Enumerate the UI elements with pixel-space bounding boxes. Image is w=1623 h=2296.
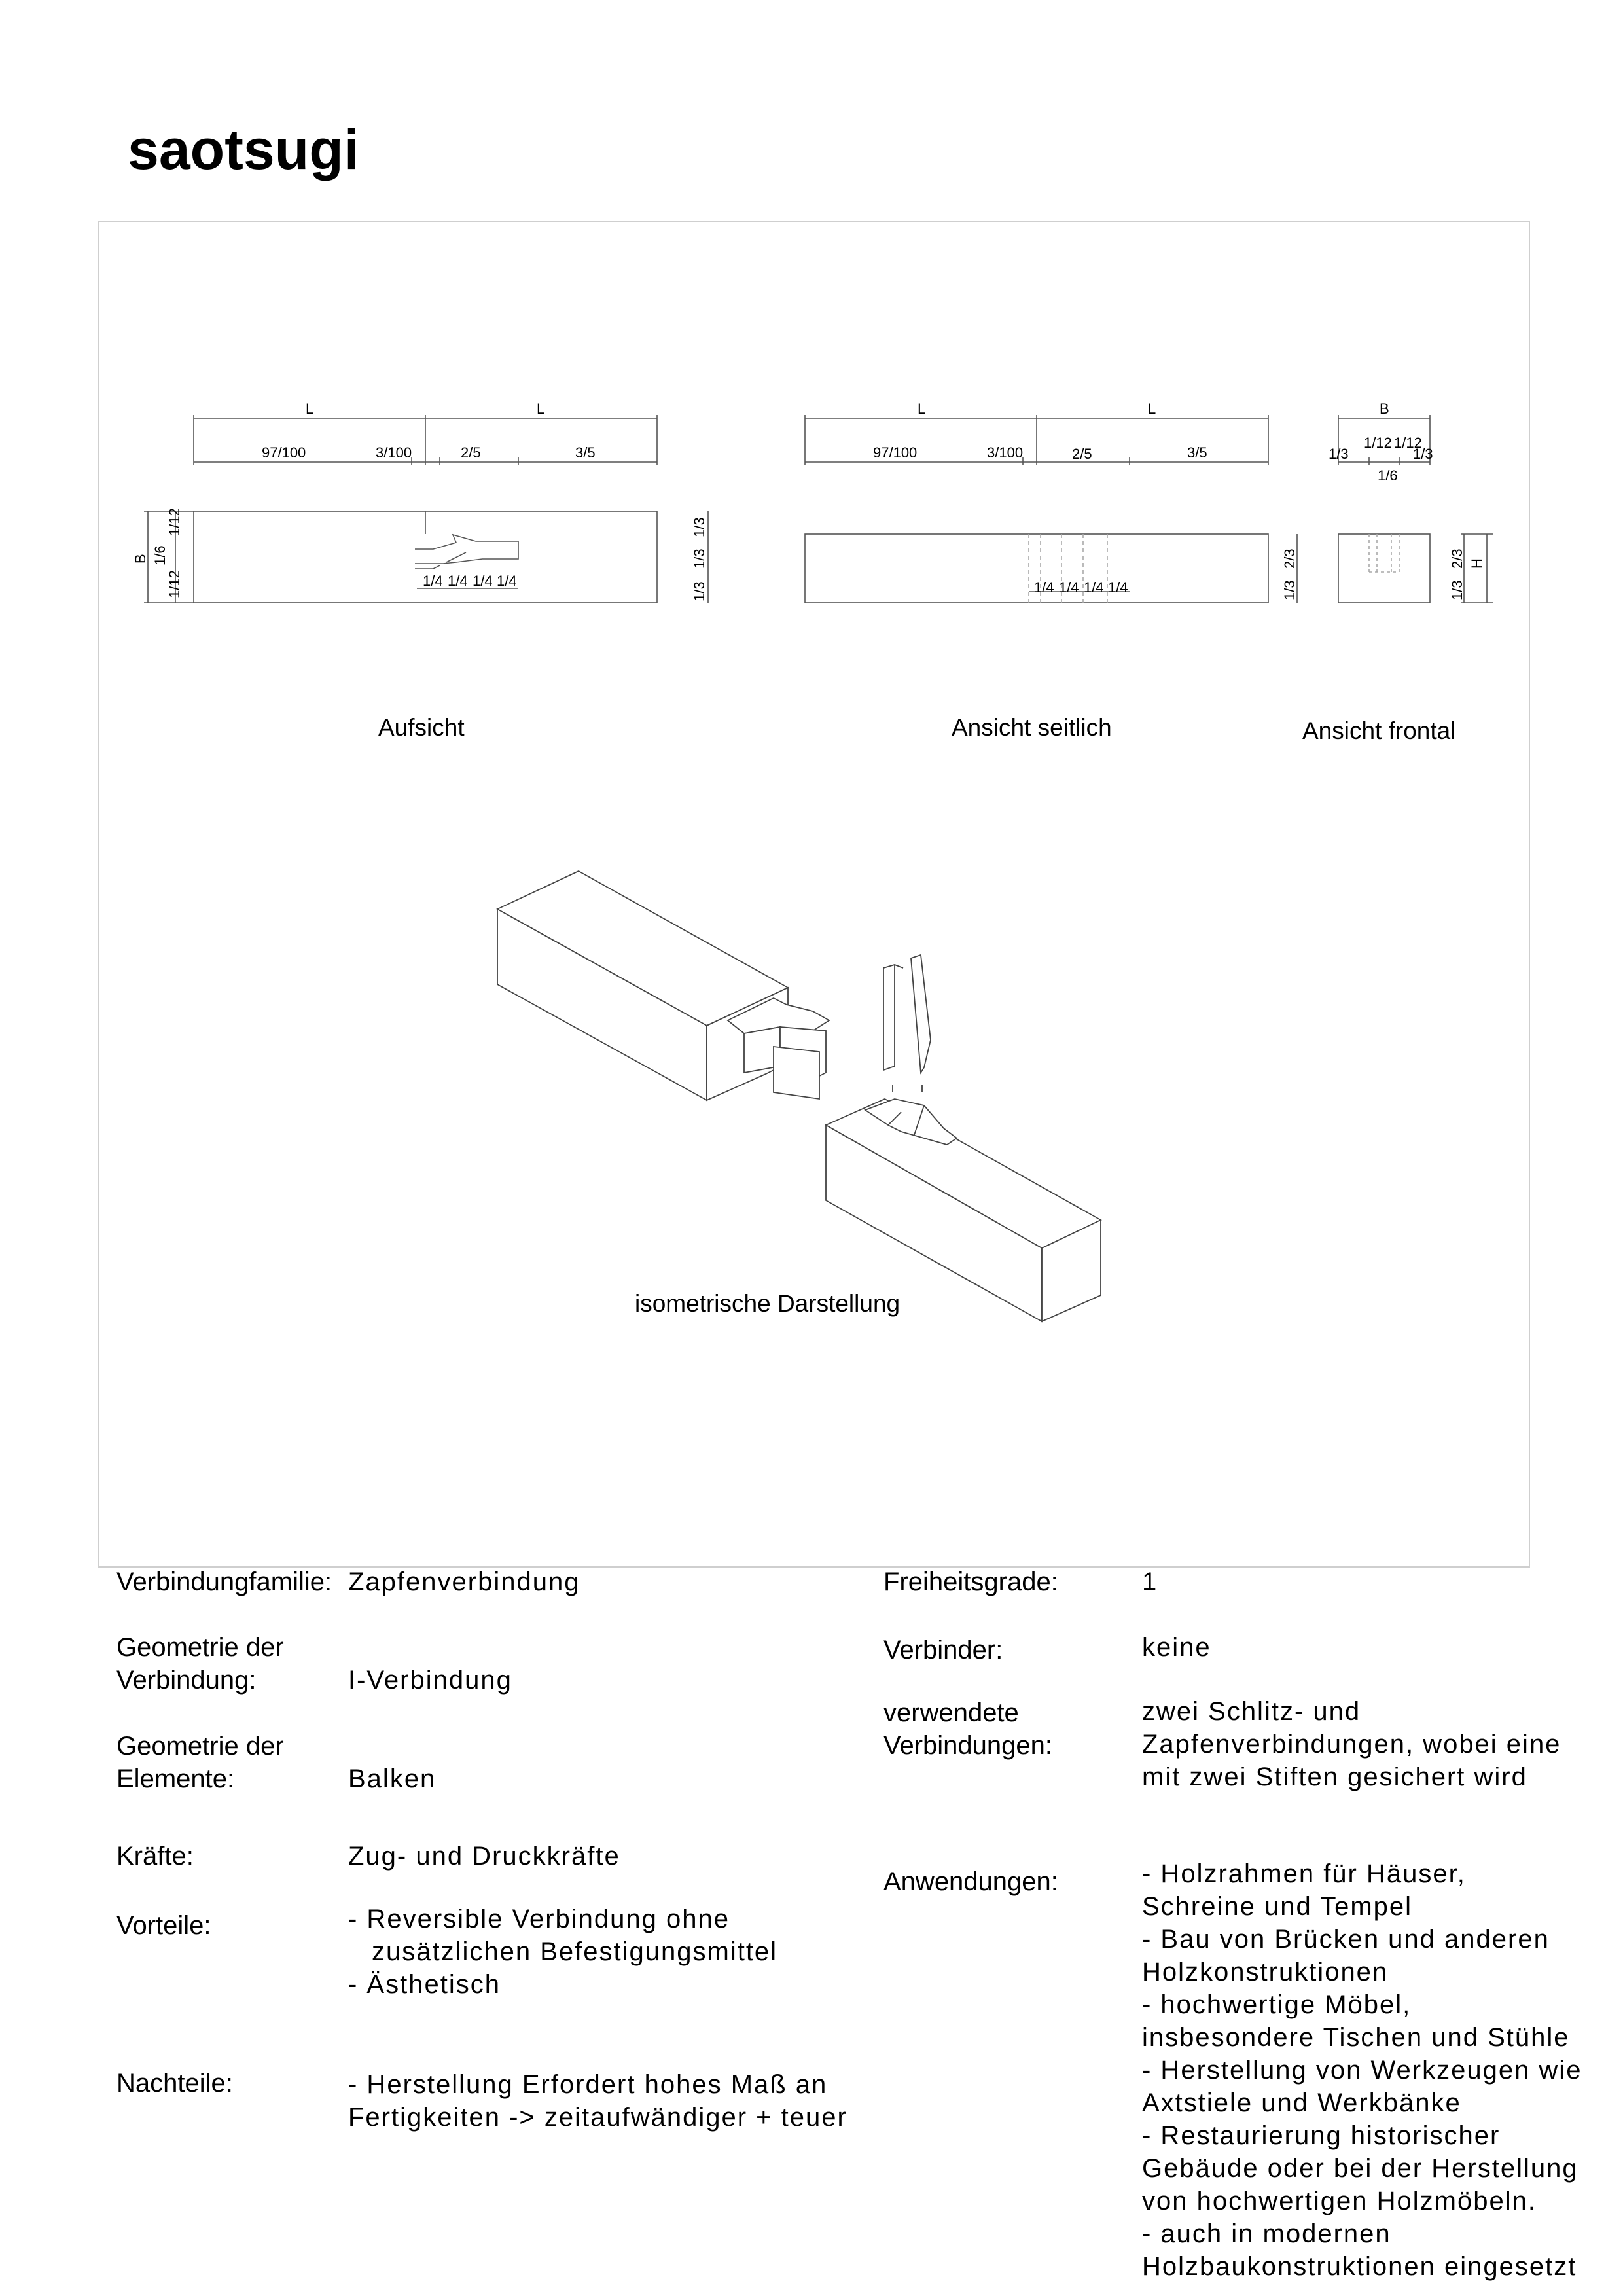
used-connections-line: Zapfenverbindungen, wobei eine (1142, 1730, 1561, 1759)
disadvantages-item: - Herstellung Erfordert hohes Maß an (348, 2070, 828, 2099)
applications-item: Holzkonstruktionen (1142, 1958, 1389, 1986)
disadvantages-item: Fertigkeiten -> zeitaufwändiger + teuer (348, 2103, 847, 2132)
frontal-frac-4: 1/3 (1413, 446, 1433, 462)
seitlich-label: Ansicht seitlich (952, 714, 1112, 741)
applications-item: - hochwertige Möbel, (1142, 1990, 1412, 2019)
forces-value: Zug- und Druckkräfte (348, 1842, 620, 1871)
advantages-item: zusätzlichen Befestigungsmittel (372, 1937, 778, 1966)
connector-value: keine (1142, 1633, 1211, 1662)
seitlich-right-frac-2: 2/3 (1281, 548, 1298, 569)
applications-item: Schreine und Tempel (1142, 1892, 1413, 1921)
forces-label: Kräfte: (116, 1842, 194, 1871)
frontal-right-H: H (1469, 558, 1485, 569)
geometry-connection-label (116, 1631, 284, 1696)
aufsicht-bottom-frac-4: 1/4 (497, 573, 517, 589)
disadvantages-label: Nachteile: (116, 2069, 233, 2098)
applications-item: - Herstellung von Werkzeugen wie (1142, 2056, 1582, 2085)
aufsicht-label: Aufsicht (378, 714, 465, 741)
seitlich-view (805, 415, 1297, 603)
aufsicht-left-frac-3: 1/12 (166, 570, 183, 598)
frontal-right-frac-1: 1/3 (1449, 580, 1465, 600)
seitlich-L-1: L (918, 401, 926, 417)
geometry-connection-label-line-2: Verbindung: (116, 1666, 257, 1695)
aufsicht-right-frac-1: 1/3 (691, 581, 707, 601)
frontal-frac-1: 1/3 (1329, 446, 1349, 462)
drawing-frame (98, 221, 1530, 1568)
isometric-label: isometrische Darstellung (635, 1290, 901, 1317)
aufsicht-bottom-frac-2: 1/4 (448, 573, 468, 589)
seitlich-L-2: L (1148, 401, 1156, 417)
applications-item: - Bau von Brücken und anderen (1142, 1925, 1550, 1954)
frontal-label: Ansicht frontal (1302, 717, 1456, 744)
applications-item: Axtstiele und Werkbänke (1142, 2089, 1461, 2117)
applications-list (1142, 1857, 1582, 2283)
applications-item: von hochwertigen Holzmöbeln. (1142, 2187, 1537, 2215)
frontal-right-frac-2: 2/3 (1449, 548, 1465, 569)
applications-item: Holzbaukonstruktionen eingesetzt (1142, 2252, 1577, 2281)
geometry-elements-label-line-1: Geometrie der (116, 1732, 284, 1761)
frontal-frac-3: 1/12 (1394, 435, 1422, 451)
aufsicht-bottom-frac-1: 1/4 (423, 573, 443, 589)
advantages-item: - Reversible Verbindung ohne (348, 1905, 730, 1933)
connector-label: Verbinder: (883, 1636, 1003, 1664)
geometry-elements-label-line-2: Elemente: (116, 1765, 235, 1793)
applications-item: insbesondere Tischen und Stühle (1142, 2023, 1570, 2052)
dof-label: Freiheitsgrade: (883, 1568, 1058, 1596)
aufsicht-frac-3: 2/5 (461, 444, 481, 461)
aufsicht-L-1: L (306, 401, 314, 417)
frontal-B: B (1380, 401, 1389, 417)
aufsicht-right-frac-2: 1/3 (691, 548, 707, 569)
advantages-label: Vorteile: (116, 1911, 211, 1940)
geometry-connection-value: I-Verbindung (348, 1666, 512, 1695)
seitlich-frac-1: 97/100 (873, 444, 918, 461)
used-connections-label-line-2: Verbindungen: (883, 1731, 1053, 1760)
seitlich-frac-2: 3/100 (987, 444, 1024, 461)
applications-item: Gebäude oder bei der Herstellung (1142, 2154, 1578, 2183)
used-connections-line: zwei Schlitz- und (1142, 1697, 1361, 1726)
seitlich-bottom-frac-3: 1/4 (1084, 579, 1104, 596)
seitlich-bottom-frac-2: 1/4 (1059, 579, 1079, 596)
page-title: saotsugi (128, 118, 359, 181)
disadvantages-list (348, 2068, 847, 2134)
applications-item: - Holzrahmen für Häuser, (1142, 1859, 1466, 1888)
technical-drawing (99, 222, 1531, 1569)
used-connections-label-line-1: verwendete (883, 1698, 1019, 1727)
geometry-elements-label (116, 1730, 284, 1795)
frontal-mid-frac: 1/6 (1378, 467, 1398, 484)
advantages-item: - Ästhetisch (348, 1970, 501, 1999)
family-label: Verbindungfamilie: (116, 1568, 332, 1596)
isometric-drawing (497, 871, 1101, 1321)
aufsicht-left-frac-1: 1/12 (166, 508, 183, 536)
aufsicht-L-2: L (537, 401, 545, 417)
seitlich-bottom-frac-4: 1/4 (1108, 579, 1128, 596)
applications-label: Anwendungen: (883, 1867, 1058, 1896)
geometry-connection-label-line-1: Geometrie der (116, 1633, 284, 1662)
aufsicht-right-frac-3: 1/3 (691, 517, 707, 537)
used-connections-label (883, 1696, 1052, 1762)
dof-value: 1 (1142, 1568, 1158, 1596)
aufsicht-left-frac-2: 1/6 (152, 545, 168, 565)
seitlich-bottom-frac-1: 1/4 (1034, 579, 1054, 596)
used-connections-line: mit zwei Stiften gesichert wird (1142, 1763, 1527, 1791)
seitlich-right-frac-1: 1/3 (1281, 580, 1298, 600)
aufsicht-frac-4: 3/5 (575, 444, 596, 461)
aufsicht-bottom-frac-3: 1/4 (473, 573, 493, 589)
applications-item: - Restaurierung historischer (1142, 2121, 1501, 2150)
frontal-frac-2: 1/12 (1364, 435, 1392, 451)
seitlich-frac-3: 2/5 (1072, 446, 1092, 462)
applications-item: - auch in modernen (1142, 2219, 1391, 2248)
aufsicht-left-B: B (132, 554, 149, 564)
geometry-elements-value: Balken (348, 1765, 437, 1793)
used-connections-value (1142, 1695, 1561, 1793)
aufsicht-frac-2: 3/100 (376, 444, 412, 461)
family-value: Zapfenverbindung (348, 1568, 580, 1596)
advantages-list (348, 1903, 777, 2001)
seitlich-frac-4: 3/5 (1187, 444, 1207, 461)
aufsicht-frac-1: 97/100 (262, 444, 306, 461)
